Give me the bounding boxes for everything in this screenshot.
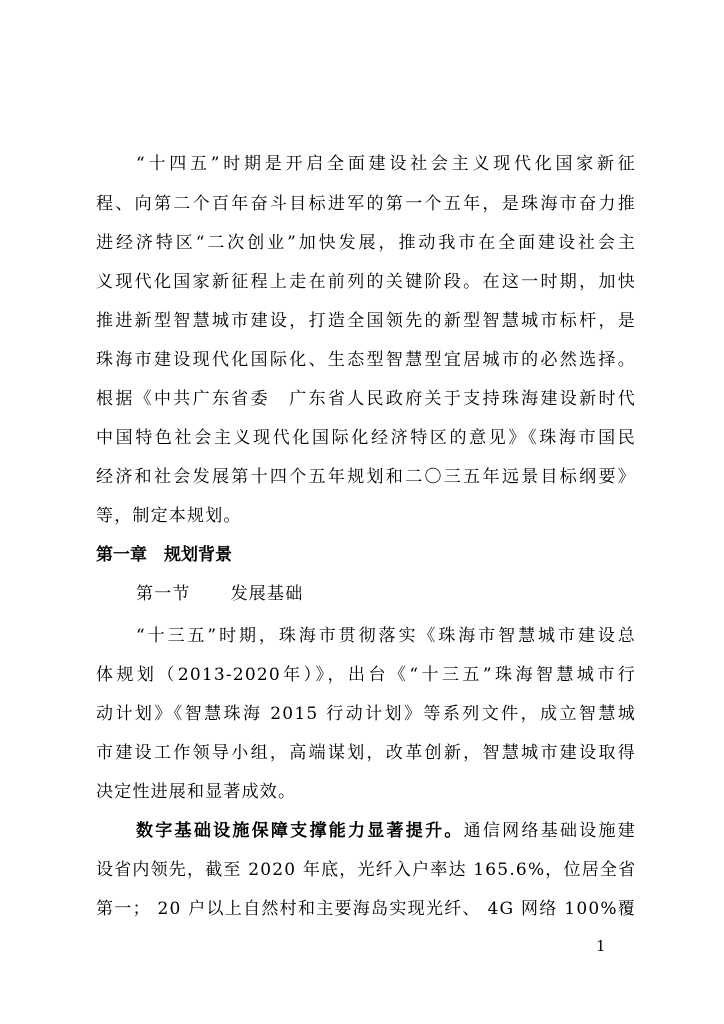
paragraph-line: 第一； 20 户以上自然村和主要海岛实现光纤、 4G 网络 100%覆 — [96, 899, 636, 919]
paragraph-line: 进经济特区“二次创业”加快发展，推动我市在全面建设社会主 — [96, 233, 636, 253]
paragraph-line: 设省内领先，截至 2020 年底，光纤入户率达 165.6%，位居全省 — [96, 860, 637, 880]
paragraph-line: 程、向第二个百年奋斗目标进军的第一个五年，是珠海市奋力推 — [96, 194, 636, 214]
paragraph-line: 经济和社会发展第十四个五年规划和二〇三五年远景目标纲要》 — [96, 467, 636, 487]
section-heading — [136, 582, 303, 606]
paragraph-line — [96, 819, 636, 843]
section-title: 发展基础 — [230, 584, 304, 604]
paragraph-line: 推进新型智慧城市建设，打造全国领先的新型智慧城市标杆，是 — [96, 311, 636, 331]
paragraph-line: 市建设工作领导小组，高端谋划，改革创新，智慧城市建设取得 — [96, 743, 636, 763]
paragraph-line: 决定性进展和显著成效。 — [96, 782, 297, 802]
section-number: 第一节 — [136, 584, 191, 604]
paragraph-line: 义现代化国家新征程上走在前列的关键阶段。在这一时期，加快 — [96, 272, 636, 292]
paragraph-lead-bold: 数字基础设施保障支撑能力显著提升。 — [136, 821, 464, 841]
paragraph-line: “十四五”时期是开启全面建设社会主义现代化国家新征 — [136, 154, 636, 174]
paragraph-line: 动计划》《智慧珠海 2015 行动计划》等系列文件，成立智慧城 — [96, 704, 636, 724]
chapter-heading: 第一章 规划背景 — [96, 545, 232, 565]
paragraph-lead-rest: 通信网络基础设施建 — [463, 821, 636, 841]
paragraph-line: 珠海市建设现代化国际化、生态型智慧型宜居城市的必然选择。 — [96, 350, 636, 370]
paragraph-line: 中国特色社会主义现代化国际化经济特区的意见》《珠海市国民 — [96, 428, 636, 448]
paragraph-line: “十三五”时期，珠海市贯彻落实《珠海市智慧城市建设总 — [136, 626, 636, 646]
paragraph-line: 体规划（2013-2020年）》，出台《“十三五”珠海智慧城市行 — [96, 665, 636, 685]
paragraph-line: 等，制定本规划。 — [96, 506, 242, 526]
paragraph-line: 根据《中共广东省委 广东省人民政府关于支持珠海建设新时代 — [96, 389, 636, 409]
page-number: 1 — [596, 937, 606, 955]
